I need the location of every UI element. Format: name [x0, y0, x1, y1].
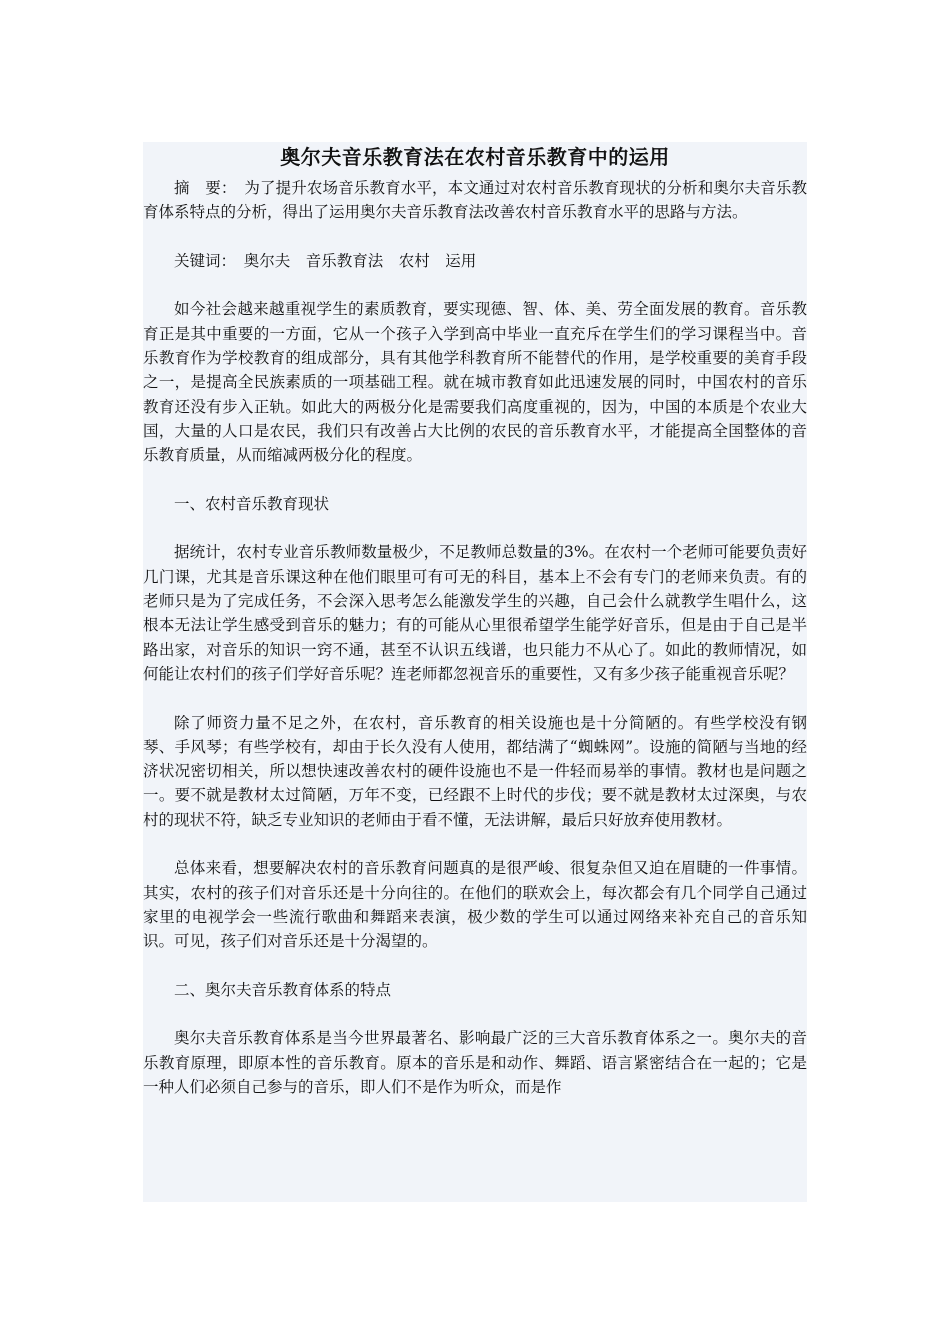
spacer — [143, 225, 807, 249]
spacer — [143, 273, 807, 297]
keywords-line: 关键词： 奥尔夫 音乐教育法 农村 运用 — [174, 251, 477, 270]
document-body — [143, 142, 807, 1202]
section1-paragraph-2: 除了师资力量不足之外，在农村，音乐教育的相关设施也是十分简陋的。有些学校没有钢琴、手风琴；有些学校有，却由于长久没有人使用，都结满了“蜘蛛网”。设施的简陋与当地的经济状况密切相关，所以想快速改善农村的硬件设施也不是一件轻而易举的事情。教材也是问题之一。要不就是教材太过简陋，万年不变，已经跟不上时代的步伐；要不就是教材太过深奥，与农村的现状不符，缺乏专业知识的老师由于看不懂，无法讲解，最后只好放弃使用教材。 — [143, 713, 807, 829]
spacer — [143, 686, 807, 710]
spacer — [143, 468, 807, 492]
section1-paragraph-1: 据统计，农村专业音乐教师数量极少，不足教师总数量的3%。在农村一个老师可能要负责好几门课，尤其是音乐课这种在他们眼里可有可无的科目，基本上不会有专门的老师来负责。有的老师只是为了完成任务，不会深入思考怎么能激发学生的兴趣，自己会什么就教学生唱什么，这根本无法让学生感受到音乐的魅力；有的可能从心里很希望学生能学好音乐，但是由于自己是半路出家，对音乐的知识一窍不通，甚至不认识五线谱，也只能力不从心了。如此的教师情况，如何能让农村们的孩子们学好音乐呢？连老师都忽视音乐的重要性，又有多少孩子能重视音乐呢？ — [143, 543, 807, 683]
spacer — [143, 832, 807, 856]
abstract-paragraph: 摘 要： 为了提升农场音乐教育水平，本文通过对农村音乐教育现状的分析和奥尔夫音乐教育体系特点的分析，得出了运用奥尔夫音乐教育法改善农村音乐教育水平的思路与方法。 — [143, 179, 807, 222]
section-heading-1: 一、农村音乐教育现状 — [174, 494, 330, 513]
section1-paragraph-3: 总体来看，想要解决农村的音乐教育问题真的是很严峻、很复杂但又迫在眉睫的一件事情。其实，农村的孩子们对音乐还是十分向往的。在他们的联欢会上，每次都会有几个同学自己通过家里的电视学会一些流行歌曲和舞蹈来表演，极少数的学生可以通过网络来补充自己的音乐知识。可见，孩子们对音乐还是十分渴望的。 — [143, 859, 807, 951]
spacer — [143, 516, 807, 540]
section2-paragraph-1: 奥尔夫音乐教育体系是当今世界最著名、影响最广泛的三大音乐教育体系之一。奥尔夫的音乐教育原理，即原本性的音乐教育。原本的音乐是和动作、舞蹈、语言紧密结合在一起的；它是一种人们必须自己参与的音乐，即人们不是作为听众，而是作 — [143, 1029, 807, 1096]
intro-paragraph: 如今社会越来越重视学生的素质教育，要实现德、智、体、美、劳全面发展的教育。音乐教育正是其中重要的一方面，它从一个孩子入学到高中毕业一直充斥在学生们的学习课程当中。音乐教育作为学校教育的组成部分，具有其他学科教育所不能替代的作用，是学校重要的美育手段之一，是提高全民族素质的一项基础工程。就在城市教育如此迅速发展的同时，中国农村的音乐教育还没有步入正轨。如此大的两极分化是需要我们高度重视的，因为，中国的本质是个农业大国，大量的人口是农民，我们只有改善占大比例的农民的音乐教育水平，才能提高全国整体的音乐教育质量，从而缩减两极分化的程度。 — [143, 300, 807, 465]
document-title: 奥尔夫音乐教育法在农村音乐教育中的运用 — [280, 145, 670, 169]
section-heading-2: 二、奥尔夫音乐教育体系的特点 — [174, 980, 392, 999]
spacer — [143, 1002, 807, 1026]
spacer — [143, 954, 807, 978]
